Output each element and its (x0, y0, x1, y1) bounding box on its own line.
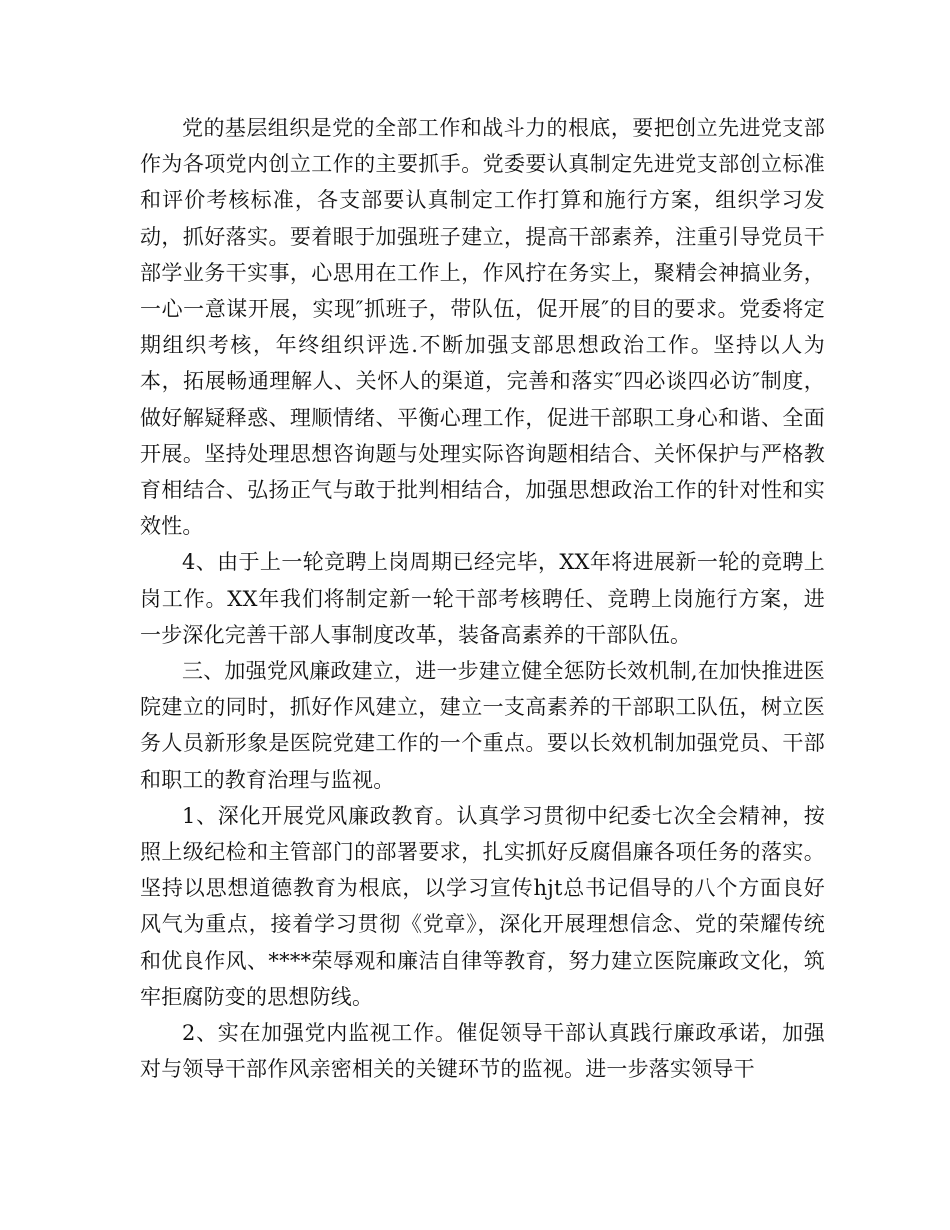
paragraph-internal-supervision: 2、实在加强党内监视工作。催促领导干部认真践行廉政承诺，加强对与领导干部作风亲密相关的关键环节的监视。进一步落实领导干 (140, 1021, 825, 1082)
document-body (140, 110, 825, 1087)
paragraph-integrity-education: 1、深化开展党风廉政教育。认真学习贯彻中纪委七次全会精神，按照上级纪检和主管部门的部署要求，扎实抓好反腐倡廉各项任务的落实。坚持以思想道德教育为根底，以学习宣传hjt总书记倡导的八个方面良好风气为重点，接着学习贯彻《党章》，深化开展理想信念、党的荣耀传统和优良作风、****荣辱观和廉洁自律等教育，努力建立医院廉政文化，筑牢拒腐防变的思想防线。 (140, 803, 825, 1009)
paragraph-competitive-posts: 4、由于上一轮竞聘上岗周期已经完毕，XX年将进展新一轮的竞聘上岗工作。XX年我们将制定新一轮干部考核聘任、竞聘上岗施行方案，进一步深化完善干部人事制度改革，装备高素养的干部队伍。 (140, 550, 825, 647)
paragraph-party-organization: 党的基层组织是党的全部工作和战斗力的根底，要把创立先进党支部作为各项党内创立工作的主要抓手。党委要认真制定先进党支部创立标准和评价考核标准，各支部要认真制定工作打算和施行方案，组织学习发动，抓好落实。要着眼于加强班子建立，提高干部素养，注重引导党员干部学业务干实事，心思用在工作上，作风拧在务实上，聚精会神搞业务，一心一意谋开展，实现″抓班子，带队伍，促开展″的目的要求。党委将定期组织考核，年终组织评选.不断加强支部思想政治工作。坚持以人为本，拓展畅通理解人、关怀人的渠道，完善和落实″四必谈四必访″制度，做好解疑释惑、理顺情绪、平衡心理工作，促进干部职工身心和谐、全面开展。坚持处理思想咨询题与处理实际咨询题相结合、关怀保护与严格教育相结合、弘扬正气与敢于批判相结合，加强思想政治工作的针对性和实效性。 (140, 116, 825, 539)
paragraph-anti-corruption: 三、加强党风廉政建立，进一步建立健全惩防长效机制,在加快推进医院建立的同时，抓好作风建立，建立一支高素养的干部职工队伍，树立医务人员新形象是医院党建工作的一个重点。要以长效机制加强党员、干部和职工的教育治理与监视。 (140, 659, 825, 792)
